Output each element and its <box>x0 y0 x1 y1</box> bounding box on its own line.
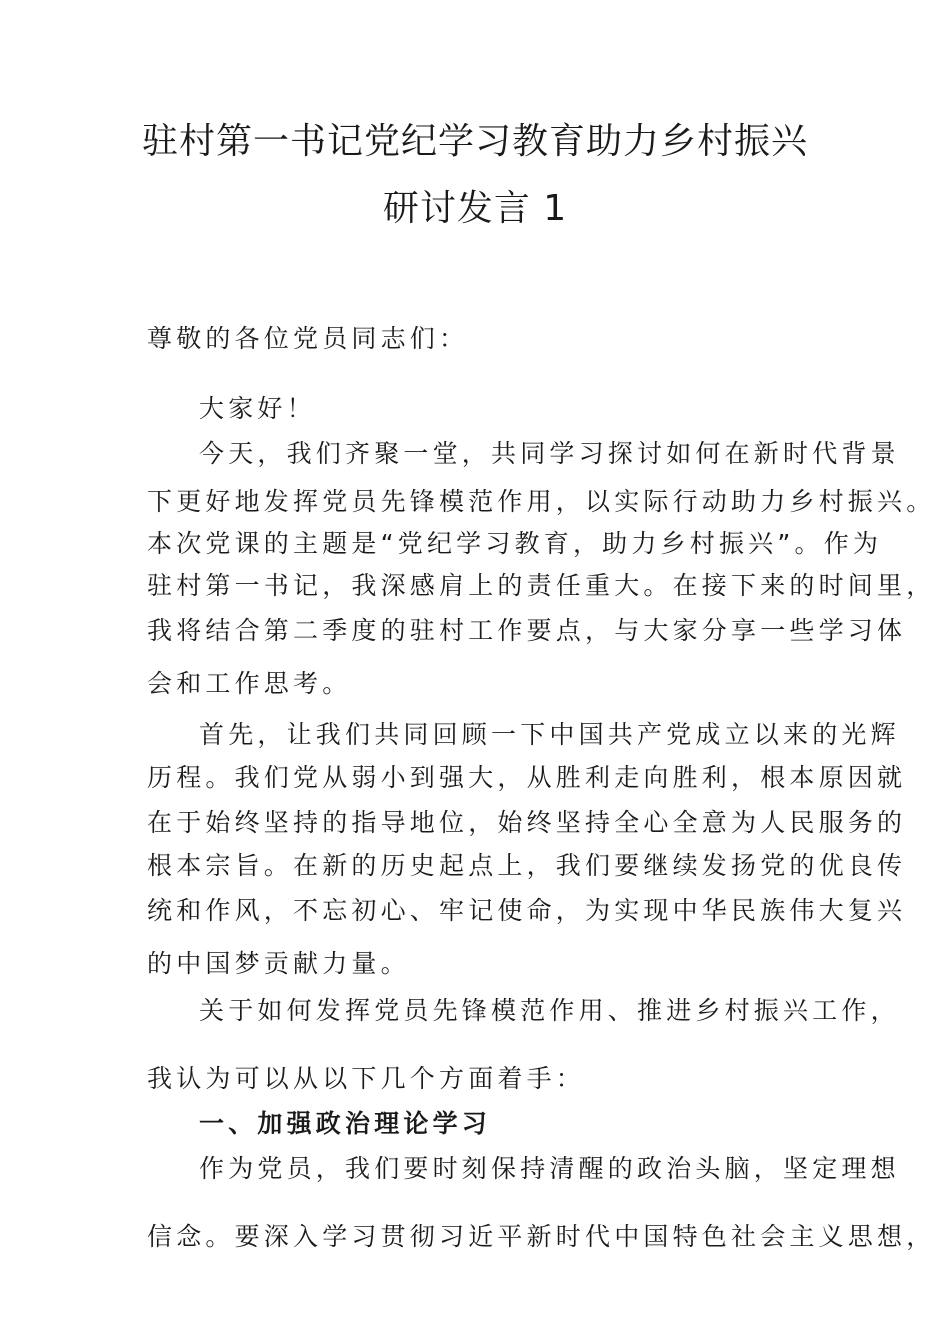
paragraph-line: 根本宗旨。在新的历史起点上，我们要继续发扬党的优良传 <box>147 851 907 880</box>
paragraph-line: 我将结合第二季度的驻村工作要点，与大家分享一些学习体 <box>147 616 907 645</box>
paragraph-line: 驻村第一书记，我深感肩上的责任重大。在接下来的时间里， <box>147 571 936 600</box>
paragraph-line: 关于如何发挥党员先锋模范作用、推进乡村振兴工作， <box>199 996 900 1025</box>
paragraph-line: 作为党员，我们要时刻保持清醒的政治头脑，坚定理想 <box>199 1154 900 1183</box>
paragraph-line: 首先，让我们共同回顾一下中国共产党成立以来的光辉 <box>199 720 900 749</box>
paragraph-line: 统和作风，不忘初心、牢记使命，为实现中华民族伟大复兴 <box>147 896 907 925</box>
paragraph-line: 下更好地发挥党员先锋模范作用，以实际行动助力乡村振兴。 <box>147 487 936 516</box>
paragraph-line: 历程。我们党从弱小到强大，从胜利走向胜利，根本原因就 <box>147 763 907 792</box>
paragraph-line: 今天，我们齐聚一堂，共同学习探讨如何在新时代背景 <box>199 439 900 468</box>
paragraph-line: 我认为可以从以下几个方面着手： <box>147 1064 586 1093</box>
paragraph-line: 信念。要深入学习贯彻习近平新时代中国特色社会主义思想， <box>147 1222 936 1251</box>
paragraph-line: 在于始终坚持的指导地位，始终坚持全心全意为人民服务的 <box>147 808 907 837</box>
section-heading: 一、加强政治理论学习 <box>199 1109 492 1138</box>
greeting: 大家好！ <box>199 394 316 423</box>
document-subtitle: 研讨发言 1 <box>382 188 568 229</box>
paragraph-line: 本次党课的主题是“党纪学习教育，助力乡村振兴”。作为 <box>147 529 883 558</box>
salutation: 尊敬的各位党员同志们： <box>147 324 469 353</box>
document-title: 驻村第一书记党纪学习教育助力乡村振兴 <box>141 121 808 162</box>
paragraph-line: 会和工作思考。 <box>147 669 352 698</box>
paragraph-line: 的中国梦贡献力量。 <box>147 949 410 978</box>
